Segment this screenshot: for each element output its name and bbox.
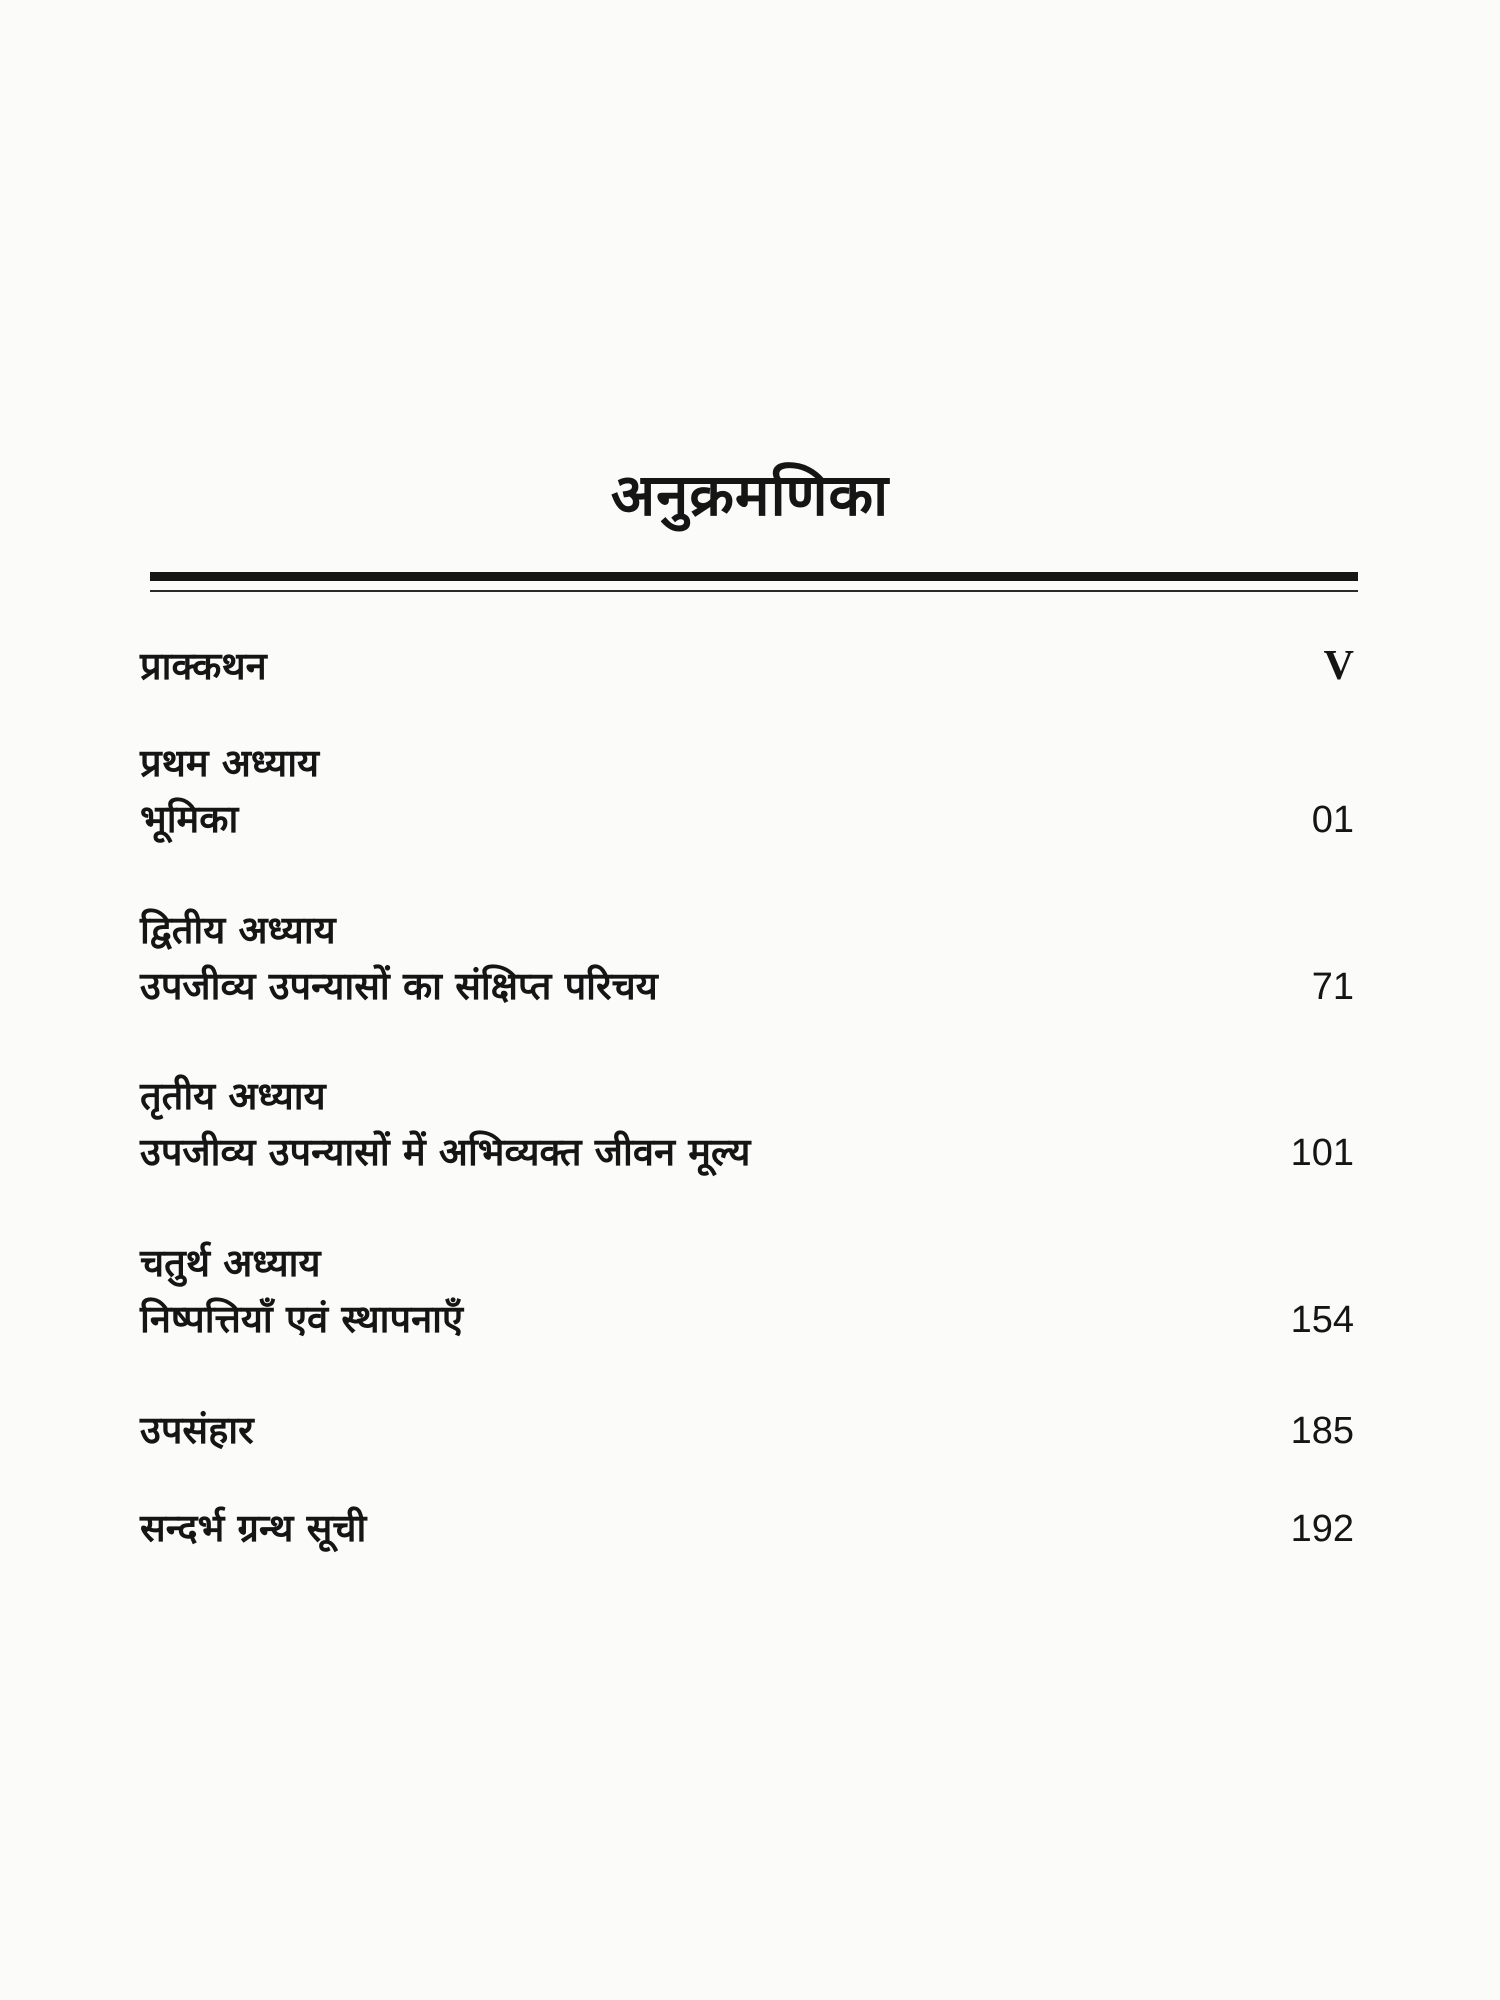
toc-entry-label: निष्पत्तियाँ एवं स्थापनाएँ [140, 1297, 464, 1341]
toc-entry-label: उपजीव्य उपन्यासों का संक्षिप्त परिचय [140, 964, 658, 1008]
toc-page-number: 101 [1290, 1132, 1354, 1174]
toc-chapter-heading: चतुर्थ अध्याय [140, 1241, 321, 1285]
toc-page-number: 154 [1290, 1299, 1354, 1341]
toc-page-number: 71 [1311, 966, 1354, 1008]
toc-page-number: 185 [1290, 1410, 1354, 1452]
toc-page-number: V [1323, 643, 1354, 689]
toc-entry-chapter-3[interactable] [140, 1068, 1358, 1180]
toc-entry-label: प्राक्कथन [140, 644, 267, 688]
toc-page-number: 192 [1290, 1508, 1354, 1550]
toc-entry-label: भूमिका [140, 797, 239, 841]
toc-page-number: 01 [1311, 799, 1354, 841]
page-title: अनुक्रमणिका [610, 461, 890, 529]
toc-chapter-heading: द्वितीय अध्याय [140, 908, 336, 952]
toc-entry-chapter-1[interactable] [140, 735, 1358, 847]
toc-entry-chapter-4[interactable] [140, 1235, 1358, 1347]
title-rule-thick [150, 572, 1358, 581]
toc-entry-label: उपसंहार [140, 1408, 254, 1452]
title-rule-thin [150, 590, 1358, 592]
toc-entry-label: सन्दर्भ ग्रन्थ सूची [140, 1506, 367, 1550]
toc-entry-bibliography[interactable] [140, 1500, 1358, 1556]
toc-chapter-heading: प्रथम अध्याय [140, 741, 320, 785]
toc-entry-chapter-2[interactable] [140, 902, 1358, 1014]
toc-entry-label: उपजीव्य उपन्यासों में अभिव्यक्त जीवन मूल्य [140, 1130, 751, 1174]
toc-entry-conclusion[interactable] [140, 1402, 1358, 1458]
toc-chapter-heading: तृतीय अध्याय [140, 1074, 326, 1118]
toc-entry-preface[interactable] [140, 638, 1358, 694]
